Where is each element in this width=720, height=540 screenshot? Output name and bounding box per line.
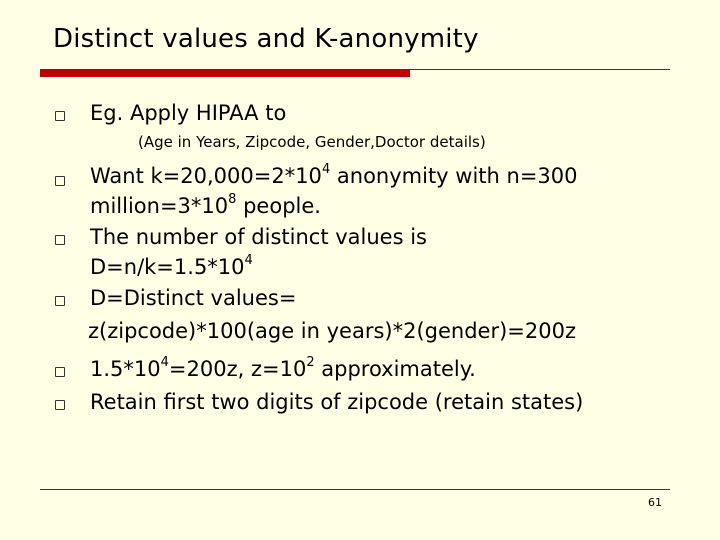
- bullet-5-part-e: approximately.: [314, 357, 476, 381]
- bullet-5-exponent-2: 2: [306, 355, 315, 370]
- bullet-5-part-a: 1.5*10: [90, 357, 161, 381]
- bullet-marker: [55, 235, 65, 245]
- bullet-marker: [55, 400, 65, 410]
- bullet-4-line-1: D=Distinct values=: [90, 286, 297, 310]
- bullet-5-exponent-1: 4: [160, 355, 169, 370]
- bullet-5-line: [90, 357, 476, 381]
- bullet-2-line-2-a: million=3*10: [90, 194, 229, 218]
- bullet-marker: [55, 296, 65, 306]
- bullet-3-line-1: The number of distinct values is: [90, 225, 427, 249]
- bullet-2-line-2: [90, 194, 321, 218]
- bullet-2-exponent-2: 8: [228, 192, 237, 207]
- bullet-2-line-1: [90, 164, 578, 188]
- bullet-3-exponent: 4: [244, 253, 253, 268]
- bullet-3-line-2-a: D=n/k=1.5*10: [90, 255, 245, 279]
- title-underline-thick: [40, 70, 410, 77]
- bullet-6-line: Retain first two digits of zipcode (retain states): [90, 390, 584, 414]
- bullet-2-line-1-a: Want k=20,000=2*10: [90, 164, 322, 188]
- footer-rule: [40, 489, 670, 490]
- bullet-5-part-c: =200z, z=10: [168, 357, 307, 381]
- bullet-3-line-2: [90, 255, 253, 279]
- bullet-4-line-2: z(zipcode)*100(age in years)*2(gender)=200z: [88, 319, 577, 343]
- slide-title: Distinct values and K-anonymity: [53, 24, 479, 54]
- bullet-2-exponent-1: 4: [321, 162, 331, 177]
- bullet-marker: [55, 176, 65, 186]
- bullet-marker: [55, 111, 65, 121]
- bullet-1-text: Eg. Apply HIPAA to: [90, 101, 287, 125]
- bullet-2-line-2-c: people.: [236, 194, 321, 218]
- page-number: 61: [648, 496, 662, 509]
- bullet-2-line-1-c: anonymity with n=300: [330, 164, 578, 188]
- bullet-1-subtext: (Age in Years, Zipcode, Gender,Doctor details): [138, 133, 486, 151]
- bullet-marker: [55, 367, 65, 377]
